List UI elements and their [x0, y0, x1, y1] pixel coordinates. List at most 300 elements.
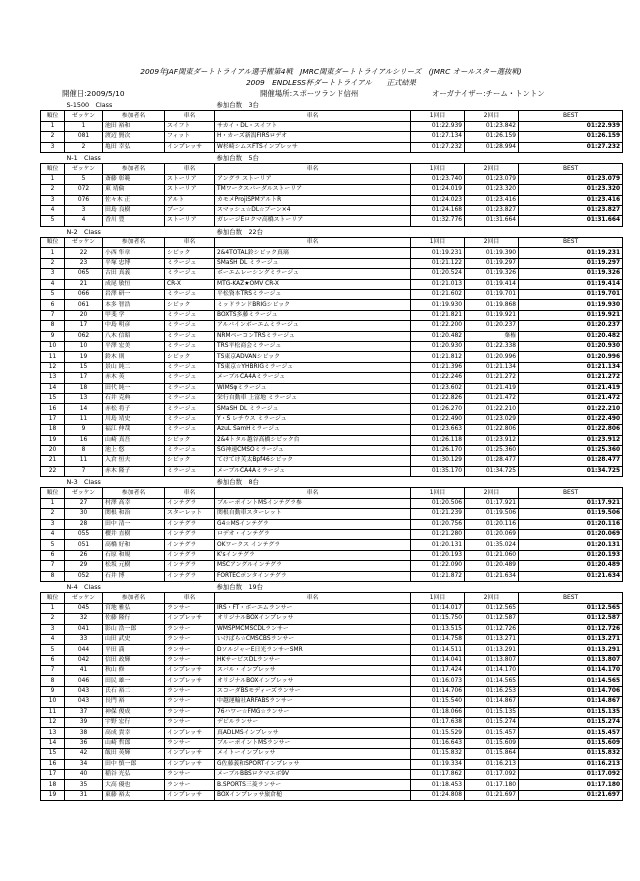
cell-car: 真ADLMSインプレッサ [215, 728, 411, 738]
table-row [41, 686, 623, 696]
cell-driver: 赤松 将子 [103, 404, 165, 414]
cell-run1: 01:14.017 [411, 603, 465, 613]
cell-zekken: 8 [65, 445, 103, 455]
cell-zekken: 35 [65, 780, 103, 790]
cell-run1: 01:15.540 [411, 697, 465, 707]
cell-car: デビルランサー [215, 718, 411, 728]
cell-rank: 5 [41, 216, 65, 226]
cell-car: TS東京☆YHBRIGミラージュ [215, 362, 411, 372]
table-row [41, 614, 623, 624]
cell-run1: 01:13.515 [411, 624, 465, 634]
cell-car: TRS平松商会ミラージュ [215, 341, 411, 351]
cell-zekken: 33 [65, 634, 103, 644]
cell-rank: 3 [41, 142, 65, 152]
cell-rank: 18 [41, 425, 65, 435]
column-header-row [41, 164, 623, 174]
cell-car-type: インプレッサ [165, 790, 215, 800]
cell-car-type: インテグラ [165, 530, 215, 540]
cell-car: OKワークス インテグラ [215, 540, 411, 550]
cell-rank: 15 [41, 393, 65, 403]
cell-best: 01:20.482 [519, 331, 623, 341]
cell-zekken: 29 [65, 561, 103, 571]
event-date: 開催日:2009/5/10 [62, 89, 125, 98]
table-row [41, 373, 623, 383]
cell-run1: 01:16.073 [411, 676, 465, 686]
cell-car-type: ランサー [165, 718, 215, 728]
cell-run1: 01:21.872 [411, 571, 465, 581]
cell-driver: 岩澤 研一 [103, 290, 165, 300]
cell-zekken: 30 [65, 509, 103, 519]
cell-run1: 01:21.396 [411, 362, 465, 372]
cell-run2: 01:17.180 [465, 780, 519, 790]
class-header [41, 152, 623, 163]
cell-best: 01:21.634 [519, 571, 623, 581]
cell-driver: 石原 和規 [103, 550, 165, 560]
column-header-driver: 参加者名 [103, 164, 165, 174]
cell-rank: 15 [41, 749, 65, 759]
class-name: S-1500 Class [66, 101, 113, 110]
column-header-car: 車名 [215, 164, 411, 174]
cell-driver: 東藤 裕太 [103, 790, 165, 800]
cell-driver: 松坂 元樹 [103, 561, 165, 571]
cell-run2: 01:20.069 [465, 530, 519, 540]
cell-car-type: ランサー [165, 738, 215, 748]
column-header-run2: 2回目 [465, 111, 519, 121]
cell-zekken: 055 [65, 530, 103, 540]
cell-car: NRMベーコンTRSミラージュ [215, 331, 411, 341]
table-row [41, 603, 623, 613]
cell-car: 2&4トタル越谷高橋シビック台 [215, 435, 411, 445]
cell-driver: 信田 政輝 [103, 655, 165, 665]
cell-car: BOXインプレッサ旅倉槌 [215, 790, 411, 800]
cell-run2: 01:21.472 [465, 393, 519, 403]
cell-zekken: 26 [65, 550, 103, 560]
table-row [41, 331, 623, 341]
table-row [41, 258, 623, 268]
class-entries-count: 参加台数 22台 [216, 227, 263, 236]
cell-driver: 中島 明彦 [103, 321, 165, 331]
cell-car-type: アルト [165, 195, 215, 205]
cell-driver: 大高 優也 [103, 780, 165, 790]
cell-zekken: 7 [65, 466, 103, 476]
cell-rank: 14 [41, 383, 65, 393]
cell-driver: 成尾 敏恒 [103, 279, 165, 289]
table-row [41, 300, 623, 310]
cell-best: 01:12.565 [519, 603, 623, 613]
cell-zekken: 39 [65, 718, 103, 728]
cell-run1: 01:21.239 [411, 509, 465, 519]
cell-car: G4☆MSインテグラ [215, 519, 411, 529]
cell-rank: 3 [41, 624, 65, 634]
cell-car-type: ミラージュ [165, 445, 215, 455]
cell-run1: 01:16.643 [411, 738, 465, 748]
cell-best: 01:20.237 [519, 321, 623, 331]
table-row [41, 780, 623, 790]
cell-driver: 入倉 恒夫 [103, 456, 165, 466]
table-row [41, 738, 623, 748]
cell-zekken: 15 [65, 362, 103, 372]
cell-run1: 01:17.862 [411, 770, 465, 780]
cell-rank: 2 [41, 185, 65, 195]
cell-run2: 01:20.996 [465, 352, 519, 362]
cell-run2: 01:26.159 [465, 132, 519, 142]
cell-car: MSCアングルインテグラ [215, 561, 411, 571]
cell-rank: 10 [41, 341, 65, 351]
cell-car-type: ランサー [165, 770, 215, 780]
table-row [41, 290, 623, 300]
column-header-rank: 順位 [41, 164, 65, 174]
cell-car-type: ミラージュ [165, 341, 215, 351]
cell-run1: 01:24.023 [411, 195, 465, 205]
cell-driver: 川島 靖史 [103, 414, 165, 424]
cell-rank: 2 [41, 509, 65, 519]
cell-zekken: 041 [65, 624, 103, 634]
cell-zekken: 17 [65, 321, 103, 331]
cell-car-type: インプレッサ [165, 142, 215, 152]
column-header-car: 車名 [215, 593, 411, 603]
column-header-run2: 2回目 [465, 593, 519, 603]
cell-zekken: 045 [65, 603, 103, 613]
cell-zekken: 36 [65, 738, 103, 748]
cell-run1: 01:17.638 [411, 718, 465, 728]
cell-rank: 7 [41, 561, 65, 571]
cell-car-type: インテグラ [165, 498, 215, 508]
cell-run2: 01:12.587 [465, 614, 519, 624]
table-row [41, 697, 623, 707]
cell-zekken: 11 [65, 456, 103, 466]
cell-car: IRS・FT・ボーエムランサー [215, 603, 411, 613]
cell-zekken: 13 [65, 393, 103, 403]
column-header-driver: 参加者名 [103, 111, 165, 121]
cell-run2: 01:23.416 [465, 195, 519, 205]
cell-best: 01:20.996 [519, 352, 623, 362]
cell-run1: 01:21.013 [411, 279, 465, 289]
cell-run2: 01:13.271 [465, 634, 519, 644]
cell-car: ブルーポイントMSランサー [215, 738, 411, 748]
cell-run2: 01:31.664 [465, 216, 519, 226]
cell-car: メーブルCA4Aミラージュ [215, 373, 411, 383]
cell-car-type: ミラージュ [165, 383, 215, 393]
cell-car: K'sインテグラ [215, 550, 411, 560]
table-row [41, 718, 623, 728]
cell-run1: 01:26.118 [411, 435, 465, 445]
cell-car-type: シビック [165, 456, 215, 466]
table-row [41, 770, 623, 780]
cell-car-type: インテグラ [165, 540, 215, 550]
cell-zekken: 076 [65, 195, 103, 205]
cell-zekken: 37 [65, 707, 103, 717]
cell-car: WIMSφミラージュ [215, 383, 411, 393]
cell-rank: 5 [41, 645, 65, 655]
cell-car-type: ランサー [165, 634, 215, 644]
cell-car-type: インプレッサ [165, 614, 215, 624]
cell-car-type: ミラージュ [165, 269, 215, 279]
cell-run2: 01:28.994 [465, 142, 519, 152]
column-header-rank: 順位 [41, 593, 65, 603]
table-row [41, 707, 623, 717]
cell-rank: 14 [41, 738, 65, 748]
cell-run1: 01:15.832 [411, 749, 465, 759]
cell-car-type: スターレット [165, 509, 215, 519]
cell-rank: 3 [41, 195, 65, 205]
column-header-run2: 2回目 [465, 164, 519, 174]
column-header-best: BEST [519, 593, 623, 603]
cell-rank: 3 [41, 519, 65, 529]
cell-zekken: 19 [65, 352, 103, 362]
cell-car-type: ランサー [165, 707, 215, 717]
cell-driver: 田民 雄一 [103, 676, 165, 686]
cell-car-type: ブーン [165, 205, 215, 215]
cell-run1: 01:21.280 [411, 530, 465, 540]
cell-car-type: ランサー [165, 624, 215, 634]
cell-run2: 01:14.170 [465, 666, 519, 676]
cell-best: 01:23.827 [519, 205, 623, 215]
table-row [41, 425, 623, 435]
cell-zekken: 046 [65, 676, 103, 686]
cell-car: G佐藤義和SPORTインプレッサ [215, 759, 411, 769]
table-row [41, 362, 623, 372]
cell-zekken: 22 [65, 248, 103, 258]
cell-best: 01:16.213 [519, 759, 623, 769]
cell-car-type: インプレッサ [165, 749, 215, 759]
cell-best: 01:25.360 [519, 445, 623, 455]
column-header-zekken: ゼッケン [65, 164, 103, 174]
cell-car-type: インプレッサ [165, 728, 215, 738]
event-organizer: オーガナイザー:チーム・トントン [432, 89, 545, 98]
cell-rank: 12 [41, 718, 65, 728]
cell-zekken: 043 [65, 686, 103, 696]
cell-driver: 村澤 高幸 [103, 498, 165, 508]
table-row [41, 321, 623, 331]
class-entries-count: 参加台数 19台 [216, 583, 263, 592]
column-header-car: 車名 [215, 488, 411, 498]
cell-run2: 01:21.634 [465, 571, 519, 581]
cell-run1: 01:14.706 [411, 686, 465, 696]
cell-car: WMSPMCMSCDLランサー [215, 624, 411, 634]
table-row [41, 571, 623, 581]
cell-zekken: 051 [65, 540, 103, 550]
cell-driver: 田中 慎一郎 [103, 759, 165, 769]
cell-run1: 01:22.490 [411, 414, 465, 424]
table-row [41, 279, 623, 289]
table-row [41, 655, 623, 665]
cell-run2: 棄権 [465, 331, 519, 341]
table-row [41, 749, 623, 759]
cell-best: 01:15.274 [519, 718, 623, 728]
cell-car-type: ミラージュ [165, 404, 215, 414]
cell-run1: 01:20.193 [411, 550, 465, 560]
column-header-run1: 1回目 [411, 111, 465, 121]
cell-run2: 01:19.506 [465, 509, 519, 519]
cell-car: スマッシュ☆DL☆ブーン×4 [215, 205, 411, 215]
table-row [41, 185, 623, 195]
cell-car: Y・S レチウス ミラージュ [215, 414, 411, 424]
cell-run2: 01:22.338 [465, 341, 519, 351]
cell-driver: 古田 真義 [103, 269, 165, 279]
cell-car: ロデオ・インテグラ [215, 530, 411, 540]
cell-run1: 01:15.529 [411, 728, 465, 738]
table-row [41, 509, 623, 519]
cell-rank: 2 [41, 258, 65, 268]
cell-best: 01:17.180 [519, 780, 623, 790]
cell-driver: 小西 隼章 [103, 248, 165, 258]
cell-driver: 長門 裕 [103, 697, 165, 707]
column-header-driver: 参加者名 [103, 488, 165, 498]
cell-car: HKサービスDLランサー [215, 655, 411, 665]
cell-car: SG神速CMSOミラージュ [215, 445, 411, 455]
column-header-best: BEST [519, 238, 623, 248]
cell-run1: 01:32.776 [411, 216, 465, 226]
cell-zekken: 042 [65, 655, 103, 665]
cell-best: 01:20.930 [519, 341, 623, 351]
cell-run2: 01:21.697 [465, 790, 519, 800]
cell-run1: 01:20.506 [411, 498, 465, 508]
table-row [41, 676, 623, 686]
column-header-car: 車名 [215, 111, 411, 121]
cell-driver: 石井 博 [103, 571, 165, 581]
cell-driver: 渡辺 賢次 [103, 132, 165, 142]
cell-run2: 01:21.060 [465, 550, 519, 560]
cell-car: メーブルBBSロクマエボ9V [215, 770, 411, 780]
cell-best: 01:19.701 [519, 290, 623, 300]
cell-car-type: ランサー [165, 645, 215, 655]
cell-zekken: 34 [65, 759, 103, 769]
cell-rank: 4 [41, 634, 65, 644]
cell-rank: 20 [41, 445, 65, 455]
cell-zekken: 31 [65, 790, 103, 800]
cell-driver: 高成 貴幸 [103, 728, 165, 738]
cell-rank: 12 [41, 362, 65, 372]
cell-car-type: ミラージュ [165, 310, 215, 320]
cell-driver: 佐藤 隆行 [103, 614, 165, 624]
table-row [41, 269, 623, 279]
cell-car: FORTECポンタインテグラ [215, 571, 411, 581]
column-header-best: BEST [519, 488, 623, 498]
table-row [41, 404, 623, 414]
cell-zekken: 3 [65, 205, 103, 215]
cell-driver: 田島 良樹 [103, 205, 165, 215]
cell-best: 01:15.457 [519, 728, 623, 738]
cell-zekken: 16 [65, 435, 103, 445]
cell-car-type: ストーリア [165, 174, 215, 184]
column-header-driver: 参加者名 [103, 593, 165, 603]
cell-best: 01:21.272 [519, 373, 623, 383]
cell-zekken: 17 [65, 373, 103, 383]
cell-run2: 01:20.237 [465, 321, 519, 331]
table-row [41, 205, 623, 215]
cell-car-type: ミラージュ [165, 331, 215, 341]
cell-car: 平松資本TRSミラージュ [215, 290, 411, 300]
class-entries-count: 参加台数 3台 [216, 101, 259, 110]
column-header-car-type: 車名 [165, 593, 215, 603]
cell-rank: 2 [41, 132, 65, 142]
cell-car-type: フィット [165, 132, 215, 142]
cell-run1: 01:27.232 [411, 142, 465, 152]
results-table [40, 100, 623, 801]
cell-rank: 9 [41, 331, 65, 341]
cell-driver: 影山 浩一郎 [103, 624, 165, 634]
cell-driver: 亀田 幸弘 [103, 142, 165, 152]
cell-car: BOXTS多藤ミラージュ [215, 310, 411, 320]
cell-run2: 01:23.842 [465, 121, 519, 131]
cell-run1: 01:22.939 [411, 121, 465, 131]
cell-car: 76ハワー☆FMG☆ランサー [215, 707, 411, 717]
cell-best: 01:22.210 [519, 404, 623, 414]
cell-car: ボーエムレーシングミラージュ [215, 269, 411, 279]
cell-run2: 01:23.912 [465, 435, 519, 445]
cell-rank: 11 [41, 352, 65, 362]
cell-rank: 8 [41, 676, 65, 686]
cell-driver: 赤木 隆子 [103, 466, 165, 476]
cell-run2: 01:13.291 [465, 645, 519, 655]
cell-rank: 1 [41, 121, 65, 131]
column-header-run1: 1回目 [411, 593, 465, 603]
cell-driver: 平澤 宏美 [103, 341, 165, 351]
cell-driver: 櫻井 直樹 [103, 530, 165, 540]
cell-run1: 01:24.168 [411, 205, 465, 215]
cell-run2: 01:12.565 [465, 603, 519, 613]
cell-zekken: 42 [65, 749, 103, 759]
cell-run1: 01:20.524 [411, 269, 465, 279]
cell-run2: 01:21.134 [465, 362, 519, 372]
cell-run1: 01:21.821 [411, 310, 465, 320]
cell-run2: 01:19.297 [465, 258, 519, 268]
cell-run1: 01:20.482 [411, 331, 465, 341]
cell-best: 01:15.609 [519, 738, 623, 748]
cell-rank: 6 [41, 550, 65, 560]
cell-car: W杉崎シムスFTSインプレッサ [215, 142, 411, 152]
column-header-rank: 順位 [41, 238, 65, 248]
cell-best: 01:31.664 [519, 216, 623, 226]
cell-best: 01:23.079 [519, 174, 623, 184]
table-row [41, 456, 623, 466]
cell-run2: 01:13.807 [465, 655, 519, 665]
cell-car-type: インプレッサ [165, 676, 215, 686]
table-row [41, 383, 623, 393]
cell-zekken: 11 [65, 414, 103, 424]
cell-run1: 01:19.334 [411, 759, 465, 769]
cell-best: 01:12.726 [519, 624, 623, 634]
cell-rank: 19 [41, 435, 65, 445]
cell-driver: 本多 智浩 [103, 300, 165, 310]
column-header-run2: 2回目 [465, 238, 519, 248]
cell-run1: 01:23.602 [411, 383, 465, 393]
cell-run2: 01:28.477 [465, 456, 519, 466]
table-row [41, 498, 623, 508]
cell-best: 01:17.092 [519, 770, 623, 780]
cell-best: 01:15.832 [519, 749, 623, 759]
column-header-row [41, 488, 623, 498]
cell-car-type: ミラージュ [165, 425, 215, 435]
cell-run1: 01:26.270 [411, 404, 465, 414]
cell-best: 01:20.193 [519, 550, 623, 560]
column-header-row [41, 593, 623, 603]
cell-run1: 01:20.756 [411, 519, 465, 529]
cell-run1: 01:30.129 [411, 456, 465, 466]
cell-best: 01:19.921 [519, 310, 623, 320]
class-name: N-1 Class [66, 154, 101, 163]
column-header-car-type: 車名 [165, 111, 215, 121]
cell-zekken: 081 [65, 132, 103, 142]
cell-rank: 21 [41, 456, 65, 466]
cell-zekken: 1 [65, 121, 103, 131]
cell-car: 中越運輸社ARFABSランサー [215, 697, 411, 707]
cell-zekken: 044 [65, 645, 103, 655]
cell-car-type: シビック [165, 352, 215, 362]
cell-run1: 01:17.424 [411, 666, 465, 676]
cell-car-type: ストーリア [165, 185, 215, 195]
table-row [41, 142, 623, 152]
